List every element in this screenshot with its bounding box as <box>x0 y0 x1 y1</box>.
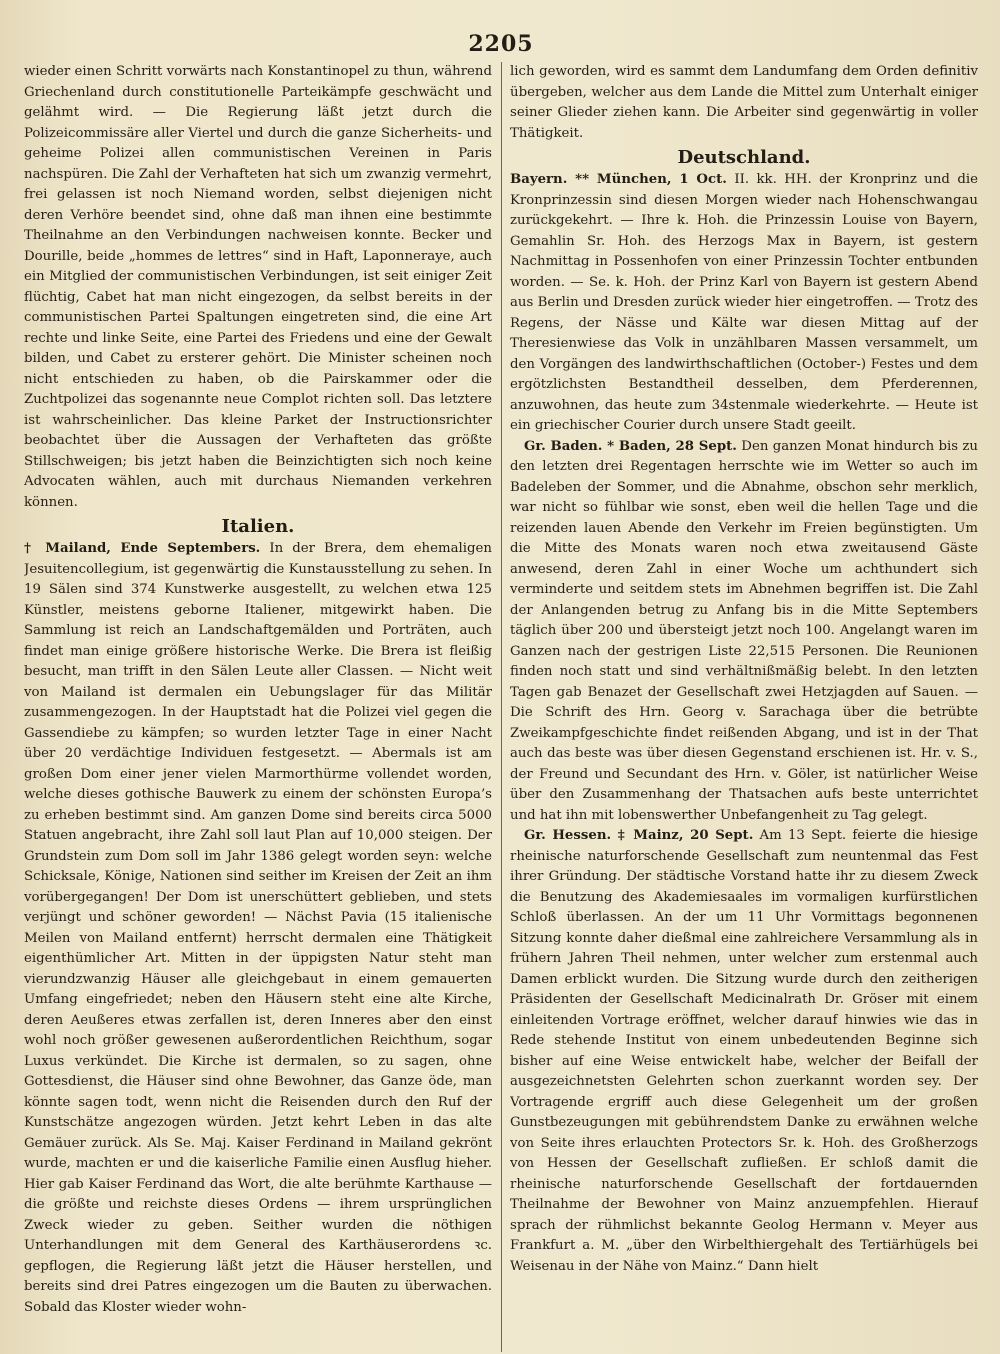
section-heading-deutschland: Deutschland. <box>677 147 811 168</box>
bayern-dateline: Bayern. ** München, 1 Oct. <box>510 172 727 187</box>
france-continued-paragraph: wieder einen Schritt vorwärts nach Konstantinopel zu thun, während Griechenland durch constitutionelle Parteikämpfe geschwächt und gelähmt wird. — Die Regierung läßt jetzt durch die Polizeicommissäre aller Viertel und durch die ganze Sicherheits- und geheime Polizei allen communistischen Vereinen in Paris nachspüren. Die Zahl der Verhafteten hat sich um zwanzig vermehrt, frei gelassen ist noch Niemand worden, selbst diejenigen nicht deren Verhöre beendet sind, ohne daß man ihnen eine bestimmte Theilnahme an den Verbindungen nachweisen konnte. Becker und Dourille, beide „hommes de lettres“ sind in Haft, Laponneraye, auch ein Mitglied der communistischen Verbindungen, ist seit einiger Zeit flüchtig, Cabet hat man nicht eingezogen, da selbst bereits in der communistischen Partei Spaltungen eingetreten sind, die eine Art rechte und linke Seite, eine Partei des Friedens und eine der Gewalt bilden, und Cabet zu ersterer gehört. Die Minister scheinen noch nicht entschieden zu haben, ob die Pairskammer oder die Zuchtpolizei das sogenannte neue Complot richten soll. Das letztere ist wahrscheinlicher. Das kleine Parket der Instructionsrichter beobachtet über die Aussagen der Verhafteten das größte Stillschweigen; bis jetzt haben die Beinzichtigten sich noch keine Advocaten wählen, auch mit durchaus Niemanden verkehren können. <box>24 64 492 510</box>
right-column <box>510 62 978 1352</box>
column-divider <box>501 62 502 1352</box>
page-number: 2205 <box>468 31 534 57</box>
baden-article <box>510 437 978 827</box>
hessen-article <box>510 826 978 1277</box>
section-heading-italien: Italien. <box>221 516 295 537</box>
hessen-dateline: Gr. Hessen. ‡ Mainz, 20 Sept. <box>524 828 754 843</box>
milan-article <box>24 539 492 1318</box>
left-column <box>24 62 492 1352</box>
columns <box>24 62 978 1352</box>
baden-article-text: Den ganzen Monat hindurch bis zu den letzten drei Regentagen herrschte wie im Wetter so auch im Badeleben der Sommer, und die Abnahme, obschon sehr merklich, war nicht so fühlbar wie sonst, eben weil die hellen Tage und die reizenden lauen Abende den Verkehr im Freien begünstigten. Um die Mitte des Monats waren noch etwa zweitausend Gäste anwesend, deren Zahl in einer Woche um achthundert sich verminderte und seitdem stets im Abnehmen begriffen ist. Die Zahl der Anlangenden betrug zu Anfang bis in die Mitte Septembers täglich über 200 und übersteigt jetzt noch 100. Angelangt waren im Ganzen nach der gestrigen Liste 22,515 Personen. Die Reunionen finden noch statt und sind verhältnißmäßig belebt. In den letzten Tagen gab Benazet der Gesellschaft zwei Hetzjagden auf Sauen. — Die Schrift des Hrn. Georg v. Sarachaga über die betrübte Zweikampfgeschichte findet reißenden Abgang, und ist in der That auch das beste was über diesen Gegenstand erschienen ist. Hr. v. S., der Freund und Secundant des Hrn. v. Göler, ist natürlicher Weise über den Zusammenhang der Thatsachen aufs beste unterrichtet und hat ihn mit lobenswerther Unbefangenheit zu Tag gelegt. <box>510 438 978 823</box>
hessen-article-text: Am 13 Sept. feierte die hiesige rheinische naturforschende Gesellschaft zum neuntenmal das Fest ihrer Gründung. Der städtische Vorstand hatte ihr zu diesem Zweck die Benutzung des Akademiesaales im vormaligen kurfürstlichen Schloß überlassen. An der um 11 Uhr Vormittags begonnenen Sitzung konnte daher dießmal eine zahlreichere Versammlung als in frühern Jahren Theil nehmen, unter welcher zum erstenmal auch Damen erblickt wurden. Die Sitzung wurde durch den zeitherigen Präsidenten der Gesellschaft Medicinalrath Dr. Gröser mit einem einleitenden Vortrage eröffnet, welcher darauf hinwies wie das in Rede stehende Institut von einem unbedeutenden Beginne sich bisher auf eine Weise entwickelt habe, welcher der Beifall der ausgezeichnetsten Gelehrten schon zuerkannt worden sey. Der Vortragende ergriff auch diese Gelegenheit um der großen Gunstbezeugungen mit gebührendstem Danke zu erwähnen welche von Seite ihres erlauchten Protectors Sr. k. Hoh. des Großherzogs von Hessen der Gesellschaft zufließen. Er schloß damit die rheinische naturforschende Gesellschaft der fortdauernden Theilnahme der Bewohner von Mainz anzuempfehlen. Hierauf sprach der rühmlichst bekannte Geolog Hermann v. Meyer aus Frankfurt a. M. „über den Wirbelthiergehalt des Tertiärhügels bei Weisenau in der Nähe von Mainz.“ Dann hielt <box>510 828 978 1274</box>
milan-continued-paragraph: lich geworden, wird es sammt dem Landumfang dem Orden definitiv übergeben, welcher aus dem Lande die Mittel zum Unterhalt einiger seiner Glieder ziehen kann. Die Arbeiter sind gegenwärtig in voller Thätigkeit. <box>510 64 978 141</box>
milan-article-text: In der Brera, dem ehemaligen Jesuitencollegium, ist gegenwärtig die Kunstausstellung zu sehen. In 19 Sälen sind 374 Kunstwerke ausgestellt, zu welchen etwa 125 Künstler, meistens geborne Italiener, mitgewirkt haben. Die Sammlung ist reich an Landschaftgemälden und Porträten, auch findet man einige größere historische Werke. Die Brera ist fleißig besucht, man trifft in den Sälen Leute aller Classen. — Nicht weit von Mailand ist dermalen ein Uebungslager für das Militär zusammengezogen. In der Hauptstadt hat die Polizei viel gegen die Gassendiebe zu kämpfen; so wurden letzter Tage in einer Nacht über 20 verdächtige Individuen festgesetzt. — Abermals ist am großen Dom einer jener vielen Marmorthürme vollendet worden, welche dieses gothische Bauwerk zu einem der schönsten Europa’s zu erheben bestimmt sind. Am ganzen Dome sind bereits circa 5000 Statuen angebracht, ihre Zahl soll laut Plan auf 10,000 steigen. Der Grundstein zum Dom soll im Jahr 1386 gelegt worden seyn: welche Schicksale, Könige, Nationen sind seither im Kreisen der Zeit an ihm vorübergegangen! Der Dom ist unerschüttert geblieben, und stets verjüngt und schöner geworden! — Nächst Pavia (15 italienische Meilen von Mailand entfernt) herrscht dermalen eine Thätigkeit eigenthümlicher Art. Mitten in der üppigsten Natur steht man vierundzwanzig Häuser alle gleichgebaut in einem gemauerten Umfang eingefriedet; neben den Häusern steht eine alte Kirche, deren Aeußeres etwas zerfallen ist, deren Inneres aber den einst wohl noch größer gewesenen außerordentlichen Reichthum, sogar Luxus verkündet. Die Kirche ist dermalen, so zu sagen, ohne Gottesdienst, die Häuser sind ohne Bewohner, das Ganze öde, man könnte sagen todt, wenn nicht die Reisenden durch den Ruf der Kunstschätze angezogen würden. Jetzt kehrt Leben in das alte Gemäuer zurück. Als Se. Maj. Kaiser Ferdinand in Mailand gekrönt wurde, machten er und die kaiserliche Familie einen Ausflug hieher. Hier gab Kaiser Ferdinand das Wort, die alte berühmte Karthause — die größte und reichste dieses Ordens — ihrem ursprünglichen Zweck wieder zu geben. Seither wurden die nöthigen Unterhandlungen mit dem General des Karthäuserordens ꝛc. gepflogen, die Regierung läßt jetzt die Häuser herstellen, und bereits sind drei Patres eingezogen um die Bauten zu überwachen. Sobald das Kloster wieder wohn- <box>24 541 492 1315</box>
baden-dateline: Gr. Baden. * Baden, 28 Sept. <box>524 438 737 454</box>
bayern-article-text: II. kk. HH. der Kronprinz und die Kronprinzessin sind diesen Morgen wieder nach Hohenschwangau zurückgekehrt. — Ihre k. Hoh. die Prinzessin Louise von Bayern, Gemahlin Sr. Hoh. des Herzogs Max in Bayern, ist gestern Nachmittag in Possenhofen von einer Prinzessin Tochter entbunden worden. — Se. k. Hoh. der Prinz Karl von Bayern ist gestern Abend aus Berlin und Dresden zurück wieder hier eingetroffen. — Trotz des Regens, der Nässe und Kälte war diesen Mittag auf der Theresienwiese das Volk in unzählbaren Massen versammelt, um den Vorgängen des landwirthschaftlichen (October-) Festes und dem ergötzlichsten Bestandtheil desselben, dem Pferderennen, anzuwohnen, das heute zum 34stenmale wiederkehrte. — Heute ist ein griechischer Courier durch unsere Stadt geeilt. <box>510 172 978 433</box>
milan-dateline: † Mailand, Ende Septembers. <box>24 541 261 556</box>
bayern-article <box>510 170 978 437</box>
